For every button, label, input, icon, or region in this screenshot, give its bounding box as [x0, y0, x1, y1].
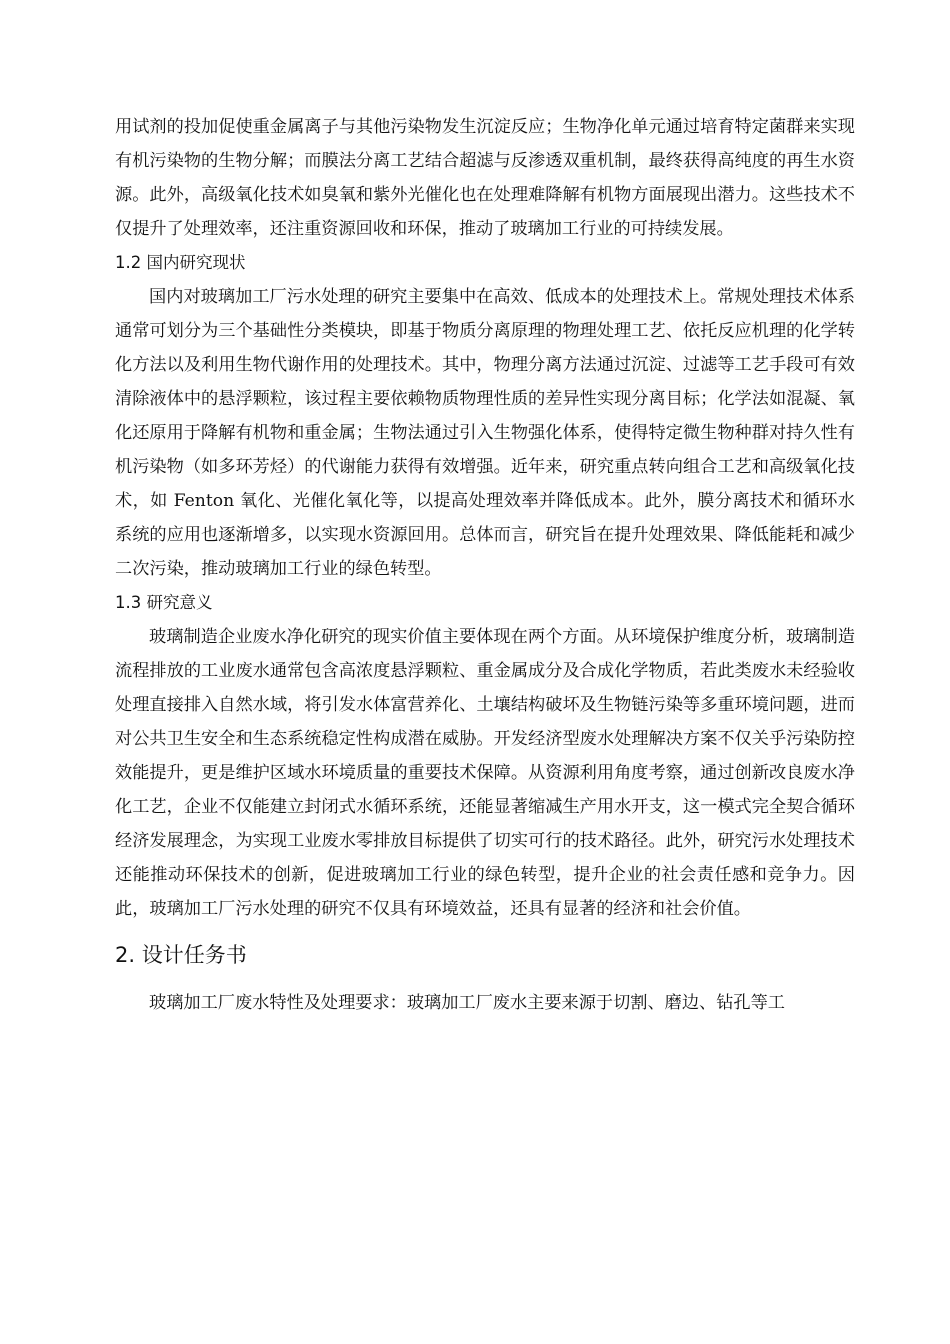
- document-page: [115, 110, 855, 1020]
- research-significance-paragraph: 玻璃制造企业废水净化研究的现实价值主要体现在两个方面。从环境保护维度分析，玻璃制造流程排放的工业废水通常包含高浓度悬浮颗粒、重金属成分及合成化学物质，若此类废水未经验收处理直接排入自然水域，将引发水体富营养化、土壤结构破坏及生物链污染等多重环境问题，进而对公共卫生安全和生态系统稳定性构成潜在威胁。开发经济型废水处理解决方案不仅关乎污染防控效能提升，更是维护区域水环境质量的重要技术保障。从资源利用角度考察，通过创新改良废水净化工艺，企业不仅能建立封闭式水循环系统，还能显著缩减生产用水开支，这一模式完全契合循环经济发展理念，为实现工业废水零排放目标提供了切实可行的技术路径。此外，研究污水处理技术还能推动环保技术的创新，促进玻璃加工行业的绿色转型，提升企业的社会责任感和竞争力。因此，玻璃加工厂污水处理的研究不仅具有环境效益，还具有显著的经济和社会价值。: [115, 627, 855, 919]
- section-heading-1-2: 1.2 国内研究现状: [115, 253, 246, 272]
- section-heading-1-3: 1.3 研究意义: [115, 593, 213, 612]
- intro-paragraph-continued: 用试剂的投加促使重金属离子与其他污染物发生沉淀反应；生物净化单元通过培育特定菌群来实现有机污染物的生物分解；而膜法分离工艺结合超滤与反渗透双重机制，最终获得高纯度的再生水资源。此外，高级氧化技术如臭氧和紫外光催化也在处理难降解有机物方面展现出潜力。这些技术不仅提升了处理效率，还注重资源回收和环保，推动了玻璃加工行业的可持续发展。: [115, 117, 855, 239]
- chapter-heading-2: 2. 设计任务书: [115, 943, 247, 967]
- design-task-paragraph: 玻璃加工厂废水特性及处理要求：玻璃加工厂废水主要来源于切割、磨边、钻孔等工: [149, 993, 785, 1013]
- domestic-research-paragraph: 国内对玻璃加工厂污水处理的研究主要集中在高效、低成本的处理技术上。常规处理技术体系通常可划分为三个基础性分类模块，即基于物质分离原理的物理处理工艺、依托反应机理的化学转化方法以及利用生物代谢作用的处理技术。其中，物理分离方法通过沉淀、过滤等工艺手段可有效清除液体中的悬浮颗粒，该过程主要依赖物质物理性质的差异性实现分离目标；化学法如混凝、氧化还原用于降解有机物和重金属；生物法通过引入生物强化体系，使得特定微生物种群对持久性有机污染物（如多环芳烃）的代谢能力获得有效增强。近年来，研究重点转向组合工艺和高级氧化技术，如 Fenton 氧化、光催化氧化等，以提高处理效率并降低成本。此外，膜分离技术和循环水系统的应用也逐渐增多，以实现水资源回用。总体而言，研究旨在提升处理效果、降低能耗和减少二次污染，推动玻璃加工行业的绿色转型。: [115, 287, 855, 579]
